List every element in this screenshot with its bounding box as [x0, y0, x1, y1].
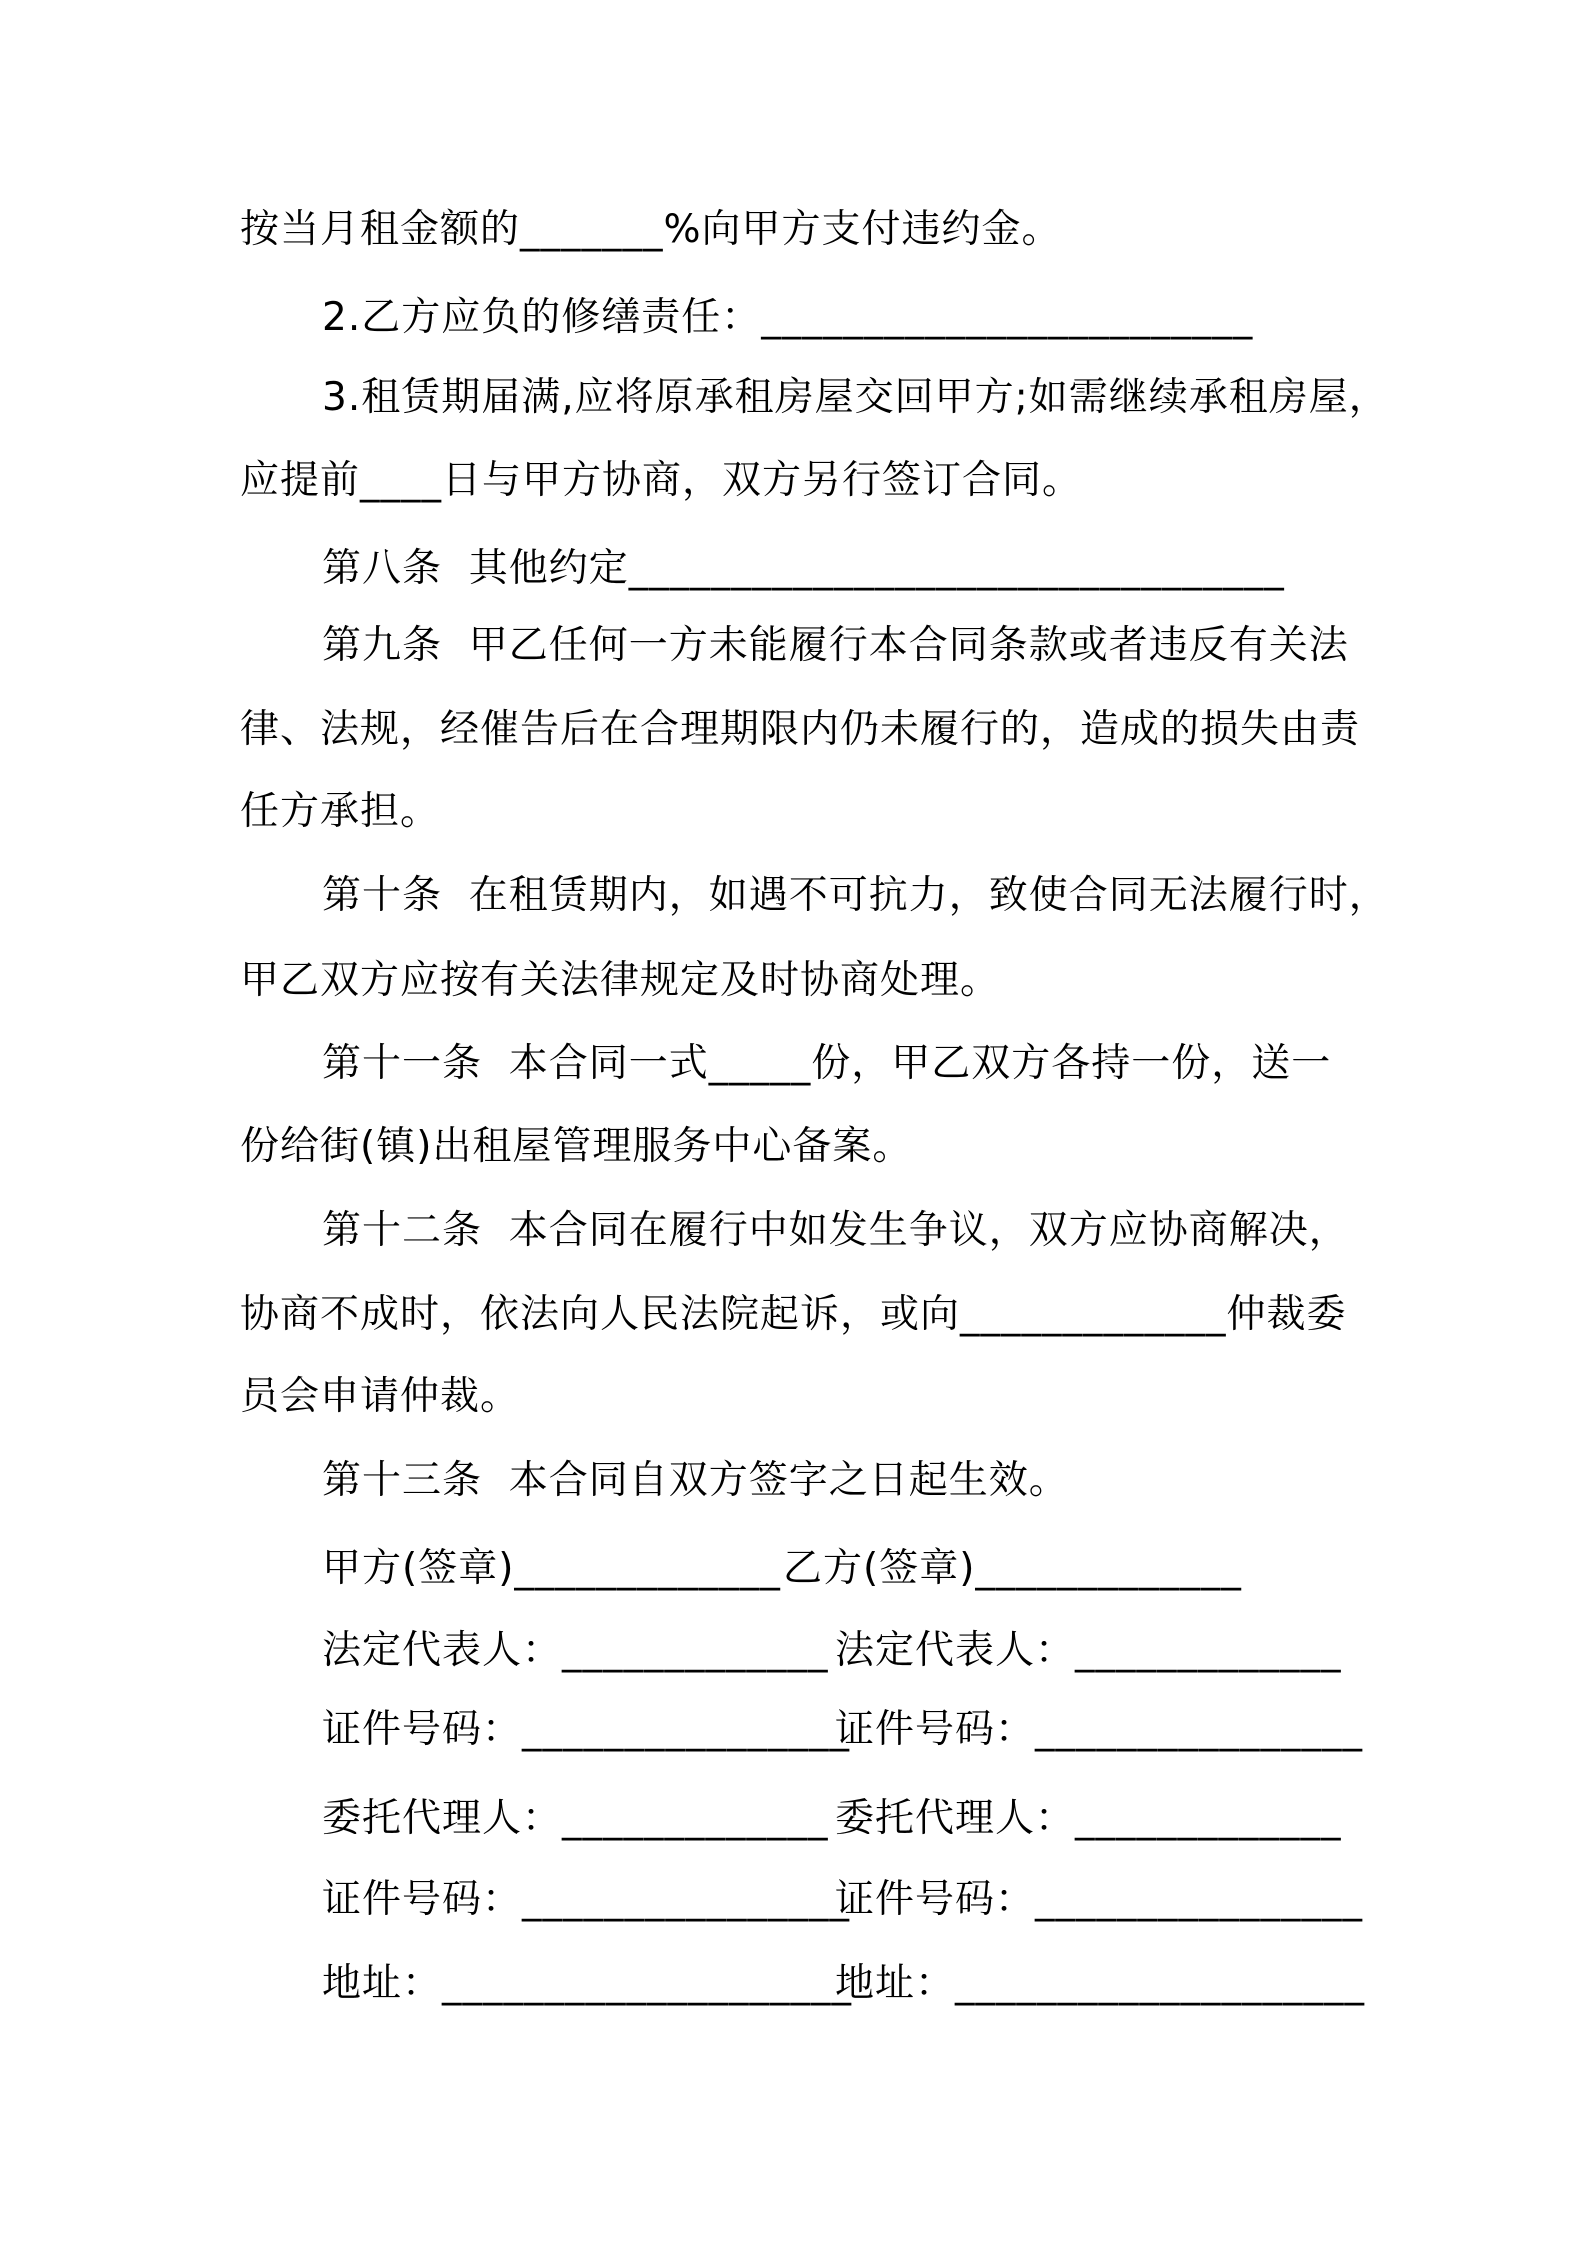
party-a-id-number-field: 证件号码：________________	[322, 1707, 851, 1752]
party-a-address-field: 地址：____________________	[322, 1961, 853, 2006]
party-a-agent-field: 委托代理人：_____________	[322, 1796, 829, 1841]
party-b-agent-field: 委托代理人：_____________	[835, 1796, 1342, 1841]
party-b-legal-rep-field: 法定代表人：_____________	[835, 1628, 1342, 1673]
text-line: 律、法规，经催告后在合理期限内仍未履行的，造成的损失由责	[240, 707, 1361, 752]
party-b-address-field: 地址：____________________	[835, 1961, 1366, 2006]
text-line: 应提前____日与甲方协商，双方另行签订合同。	[240, 458, 1083, 503]
text-line: 按当月租金额的_______%向甲方支付违约金。	[240, 207, 1062, 252]
clause-10: 第十条 在租赁期内，如遇不可抗力，致使合同无法履行时，	[322, 873, 1389, 918]
party-b-id-number-field: 证件号码：________________	[835, 1707, 1364, 1752]
clause-8: 第八条 其他约定________________________________	[322, 546, 1285, 591]
text-line: 协商不成时，依法向人民法院起诉，或向_____________仲裁委	[240, 1292, 1347, 1337]
clause-13: 第十三条 本合同自双方签字之日起生效。	[322, 1458, 1069, 1503]
text-line: 3.租赁期届满,应将原承租房屋交回甲方;如需继续承租房屋，	[322, 375, 1389, 420]
party-a-seal-field: 甲方(签章)_____________	[322, 1546, 781, 1591]
clause-11: 第十一条 本合同一式_____份，甲乙双方各持一份，送一	[322, 1041, 1332, 1086]
text-line: 2.乙方应负的修缮责任：________________________	[322, 295, 1254, 340]
party-b-seal-field: 乙方(签章)_____________	[783, 1546, 1242, 1591]
party-b-agent-id-field: 证件号码：________________	[835, 1877, 1364, 1922]
clause-9: 第九条 甲乙任何一方未能履行本合同条款或者违反有关法	[322, 623, 1349, 668]
party-a-legal-rep-field: 法定代表人：_____________	[322, 1628, 829, 1673]
text-line: 员会申请仲裁。	[240, 1374, 521, 1419]
text-line: 甲乙双方应按有关法律规定及时协商处理。	[240, 958, 1001, 1003]
clause-12: 第十二条 本合同在履行中如发生争议，双方应协商解决，	[322, 1208, 1349, 1253]
text-line: 任方承担。	[240, 789, 441, 834]
text-line: 份给街(镇)出租屋管理服务中心备案。	[240, 1124, 913, 1169]
party-a-agent-id-field: 证件号码：________________	[322, 1877, 851, 1922]
